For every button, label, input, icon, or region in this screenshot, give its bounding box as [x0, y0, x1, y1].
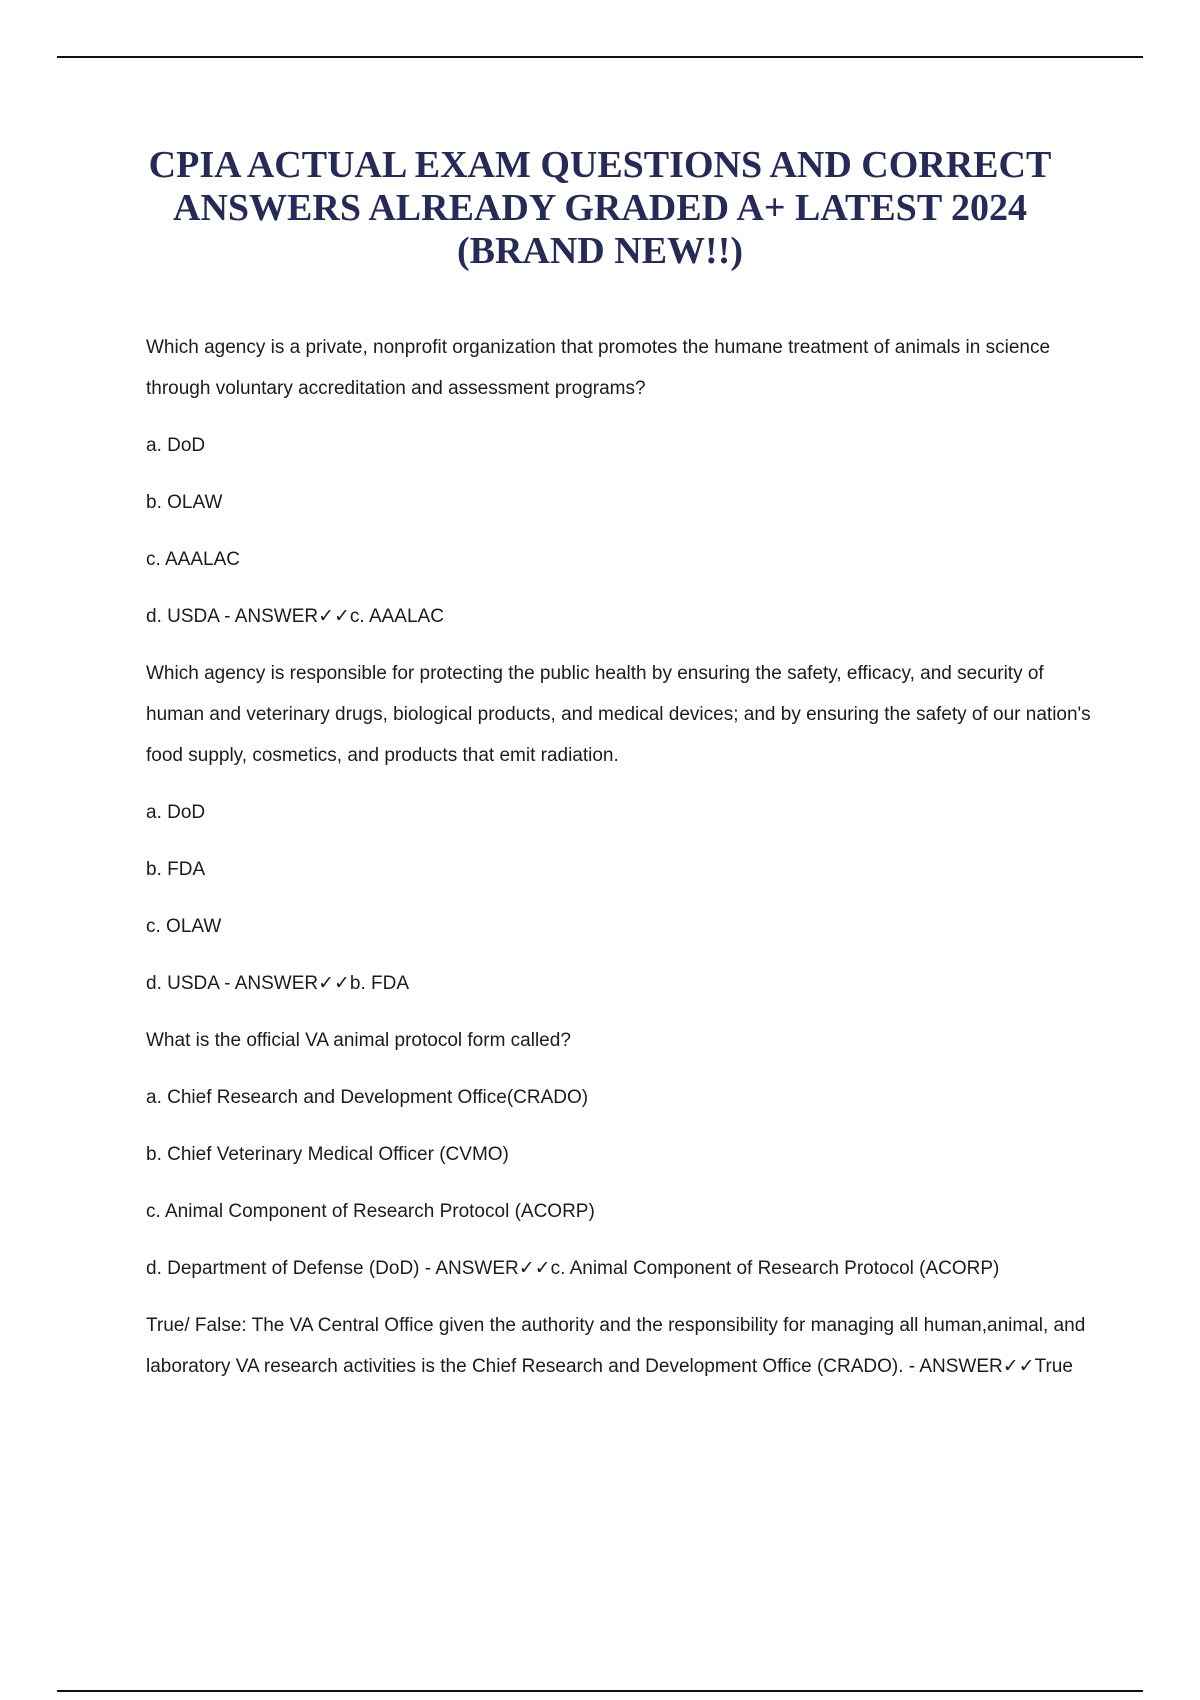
question-3-option-d-answer: d. Department of Defense (DoD) - ANSWER✓✓c. Animal Component of Research Protocol (ACORP)	[146, 1258, 1000, 1279]
question-3-option-c: c. Animal Component of Research Protocol (ACORP)	[146, 1201, 595, 1222]
question-1-option-b: b. OLAW	[146, 492, 223, 513]
question-2-option-d-answer: d. USDA - ANSWER✓✓b. FDA	[146, 973, 410, 994]
question-3-option-b: b. Chief Veterinary Medical Officer (CVMO)	[146, 1144, 509, 1165]
question-2-option-b: b. FDA	[146, 859, 206, 880]
question-2: Which agency is responsible for protecting the public health by ensuring the safety, efficacy, and security of human and veterinary drugs, biological products, and medical devices; and by ensuring the safety of our nation's food supply, cosmetics, and products that emit radiation.	[146, 663, 1091, 766]
question-3: What is the official VA animal protocol form called?	[146, 1030, 571, 1051]
question-4-with-answer: True/ False: The VA Central Office given the authority and the responsibility for managing all human,animal, and laboratory VA research activities is the Chief Research and Development Office (CRADO). - ANSWER✓✓True	[146, 1315, 1086, 1377]
question-2-option-c: c. OLAW	[146, 916, 222, 937]
top-rule	[57, 56, 1143, 58]
question-1-option-d-answer: d. USDA - ANSWER✓✓c. AAALAC	[146, 606, 444, 627]
question-1-option-c: c. AAALAC	[146, 549, 240, 570]
document-title: CPIA ACTUAL EXAM QUESTIONS AND CORRECT ANSWERS ALREADY GRADED A+ LATEST 2024 (BRAND NEW!!)	[148, 144, 1052, 272]
question-3-option-a: a. Chief Research and Development Office(CRADO)	[146, 1087, 589, 1108]
question-2-option-a: a. DoD	[146, 802, 206, 823]
question-1-option-a: a. DoD	[146, 435, 206, 456]
bottom-rule	[57, 1690, 1143, 1692]
qa-content	[146, 327, 1096, 1403]
question-1: Which agency is a private, nonprofit organization that promotes the humane treatment of animals in science through voluntary accreditation and assessment programs?	[146, 337, 1051, 399]
